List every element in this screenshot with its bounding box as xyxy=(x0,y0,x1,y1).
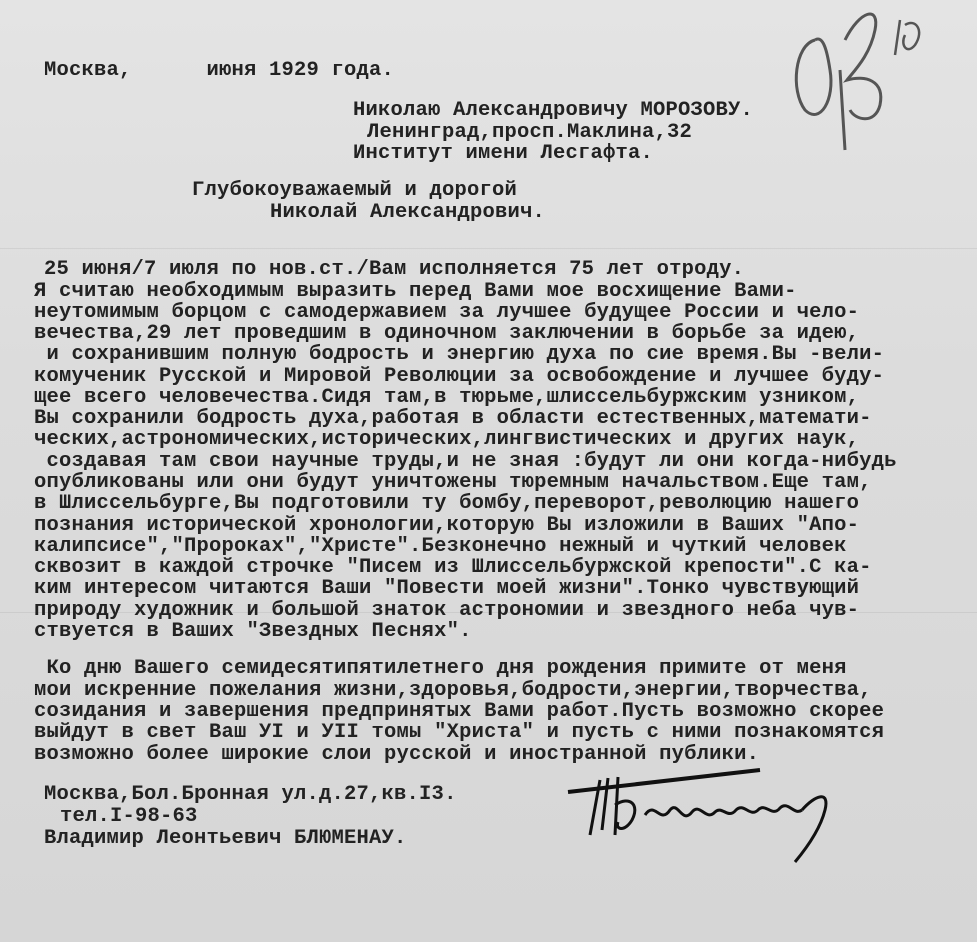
body-line: выйдут в свет Ваш УI и УII томы "Христа" и пусть с ними познакомятся xyxy=(34,721,885,744)
body-line: познания исторической хронологии,которую Вы изложили в Ваших "Апо- xyxy=(34,514,860,537)
body-line: ческих,астрономических,исторических,лингвистических и других наук, xyxy=(34,428,860,451)
sender-name: Владимир Леонтьевич БЛЮМЕНАУ. xyxy=(44,827,407,850)
body-line: неутомимым борцом с самодержавием за лучшее будущее России и чело- xyxy=(34,301,860,324)
salutation-line-2: Николай Александрович. xyxy=(270,201,546,224)
body-line: калипсисе","Пророках","Христе".Безконечно нежный и чуткий человек xyxy=(34,535,847,558)
body-line: созидания и завершения предпринятых Вами работ.Пусть возможно скорее xyxy=(34,700,885,723)
body-line: 25 июня/7 июля по нов.ст./Вам исполняется 75 лет отроду. xyxy=(44,258,745,281)
sender-address: Москва,Бол.Бронная ул.д.27,кв.I3. xyxy=(44,783,457,806)
body-line: ствуется в Ваших "Звездных Песнях". xyxy=(34,620,472,643)
body-line: мои искренние пожелания жизни,здоровья,бодрости,энергии,творчества, xyxy=(34,679,872,702)
handwritten-mark xyxy=(785,0,935,160)
salutation-line-1: Глубокоуважаемый и дорогой xyxy=(192,179,518,202)
body-line: опубликованы или они будут уничтожены тюремным начальством.Еще там, xyxy=(34,471,872,494)
body-line: Вы сохранили бодрость духа,работая в области естественных,математи- xyxy=(34,407,872,430)
body-line: в Шлиссельбурге,Вы подготовили ту бомбу,переворот,революцию нашего xyxy=(34,492,860,515)
body-line: и сохранившим полную бодрость и энергию духа по сие время.Вы -вели- xyxy=(34,343,885,366)
body-line: ким интересом читаются Ваши "Повести моей жизни".Тонко чувствующий xyxy=(34,577,860,600)
sender-phone: тел.I-98-63 xyxy=(60,805,198,828)
body-line: комученик Русской и Мировой Революции за освобождение и лучшее буду- xyxy=(34,365,885,388)
body-line: создавая там свои научные труды,и не зная :будут ли они когда-нибудь xyxy=(34,450,897,473)
body-line: вечества,29 лет проведшим в одиночном заключении в борьбе за идею, xyxy=(34,322,860,345)
body-line: Ко дню Вашего семидесятипятилетнего дня рождения примите от меня xyxy=(34,657,847,680)
date-line: Москва, июня 1929 года. xyxy=(44,59,395,82)
body-line: природу художник и большой знаток астрономии и звездного неба чув- xyxy=(34,599,860,622)
signature xyxy=(560,750,840,870)
body-line: щее всего человечества.Сидя там,в тюрьме,шлиссельбуржским узником, xyxy=(34,386,860,409)
body-line: Я считаю необходимым выразить перед Вами мое восхищение Вами- xyxy=(34,280,797,303)
body-line: сквозит в каждой строчке "Писем из Шлиссельбуржской крепости".С ка- xyxy=(34,556,872,579)
body-line: возможно более широкие слои русской и иностранной публики. xyxy=(34,743,760,766)
addressee-address: Ленинград,просп.Маклина,32 xyxy=(367,121,693,144)
addressee-institute: Институт имени Лесгафта. xyxy=(353,142,654,165)
addressee-name: Николаю Александровичу МОРОЗОВУ. xyxy=(353,99,754,122)
paper-crease xyxy=(0,248,977,249)
